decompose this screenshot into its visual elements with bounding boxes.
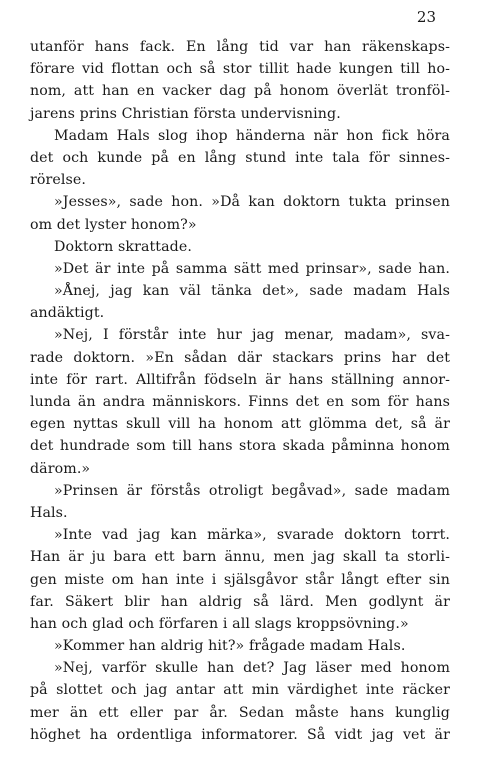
text-line: förare vid flottan och så stor tillit hade kungen till ho-: [30, 61, 450, 78]
text-line: det hundrade som till hans stora skada påminna honom: [30, 438, 450, 455]
text-line: Han är ju bara ett barn ännu, men jag skall ta storli-: [30, 549, 450, 566]
text-line: nom, att han en vacker dag på honom överlät tronföl-: [30, 83, 450, 100]
text-line: därom.»: [30, 460, 91, 477]
text-line: »Inte vad jag kan märka», svarade doktorn torrt.: [54, 527, 450, 544]
text-line: »Jesses», sade hon. »Då kan doktorn tukta prinsen: [54, 194, 450, 211]
text-line: höghet ha ordentliga informatorer. Så vidt jag vet är: [30, 726, 450, 743]
text-line: om det lyster honom?»: [30, 216, 197, 233]
body-text: [30, 36, 450, 746]
text-line: far. Säkert blir han aldrig så lärd. Men godlynt är: [30, 593, 450, 610]
text-line: mer än ett eller par år. Sedan måste hans kunglig: [30, 704, 450, 721]
text-line: utanför hans fack. En lång tid var han räkenskaps-: [30, 39, 450, 55]
text-line: rörelse.: [30, 172, 87, 189]
text-line: »Ånej, jag kan väl tänka det», sade madam Hals: [54, 283, 450, 300]
text-line: Hals.: [30, 504, 68, 521]
text-line: gen miste om han inte i själsgåvor står långt efter sin: [30, 571, 450, 588]
text-line: jarens prins Christian första undervisning.: [30, 105, 341, 122]
text-line: inte för rart. Alltifrån födseln är hans ställning annor-: [30, 371, 450, 388]
text-line: andäktigt.: [30, 305, 105, 322]
text-line: egen nyttas skull vill ha honom att glömma det, så är: [30, 416, 450, 433]
text-line: lunda än andra människors. Finns det en som för hans: [30, 394, 450, 410]
text-line: »Prinsen är förstås otroligt begåvad», sade madam: [54, 482, 450, 499]
text-line: rade doktorn. »En sådan där stackars prins har det: [30, 349, 450, 366]
text-line: Doktorn skrattade.: [54, 238, 192, 255]
text-line: på slottet och jag antar att min värdighet inte räcker: [30, 682, 450, 699]
text-line: »Det är inte på samma sätt med prinsar», sade han.: [54, 260, 450, 277]
text-line: »Kommer han aldrig hit?» frågade madam Hals.: [54, 638, 406, 655]
text-line: Madam Hals slog ihop händerna när hon fick höra: [54, 127, 450, 144]
page-number: 23: [416, 8, 436, 26]
text-line: »Nej, varför skulle han det? Jag läser med honom: [54, 660, 450, 677]
text-line: »Nej, I förstår inte hur jag menar, madam», sva-: [54, 327, 450, 344]
text-line: han och glad och förfaren i all slags kroppsövning.»: [30, 615, 409, 632]
text-line: det och kunde på en lång stund inte tala för sinnes-: [30, 149, 450, 166]
